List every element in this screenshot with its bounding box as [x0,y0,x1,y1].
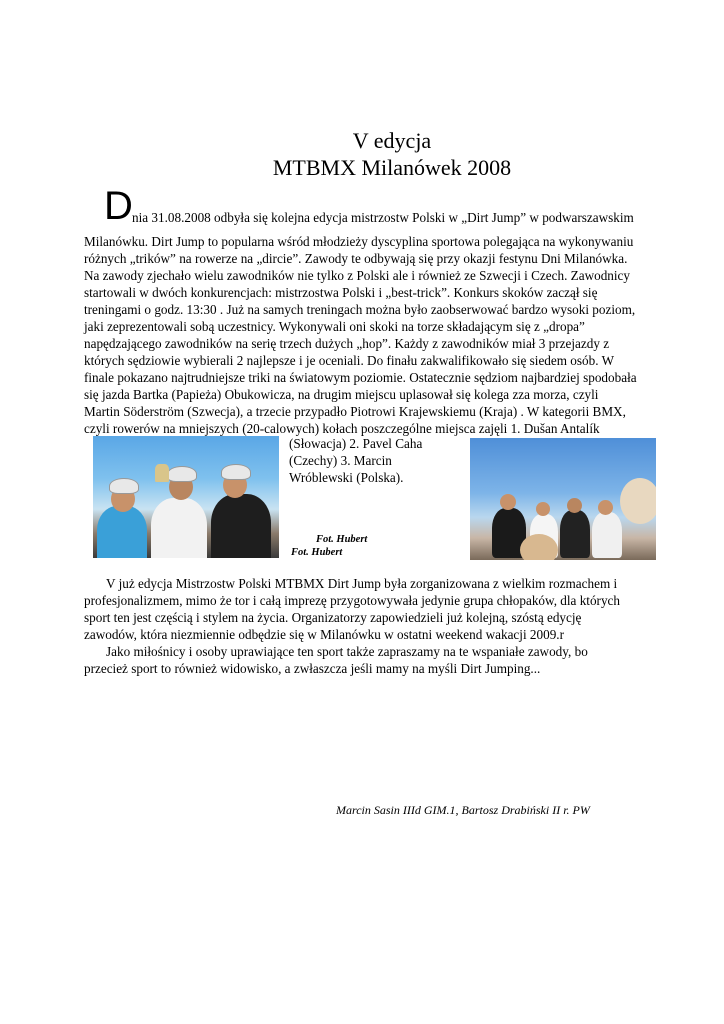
author-signature: Marcin Sasin IIId GIM.1, Bartosz Drabiński II r. PW [336,803,590,817]
paragraph-1-line: finale pokazano najtrudniejsze triki na światowym poziomie. Ostatecznie sędziom najbardziej spodobała [84,370,637,385]
paragraph-1-line: różnych „trików” na rowerze na „dircie”. Zawody te odbywają się przy okazji festynu Dni Milanówka. [84,251,628,266]
paragraph-1-line: których sędziowie wybierali 2 najlepsze i je oceniali. Do finału zakwalifikowało się siedem osób. W [84,353,615,368]
paragraph-2-line: zawodów, która niezmiennie odbędzie się w Milanówku w ostatni weekend wakacji 2009.r [84,627,564,642]
riders-podium-photo [93,436,279,558]
paragraph-1-line: się jazda Bartka (Papieża) Obukowicza, na drugim miejscu uplasował się kolega zza morza, czyli [84,387,599,402]
title-line-1: V edycja [352,128,432,153]
paragraph-1-line: napędzającego zawodników na serię trzech dużych „hop”. Każdy z zawodników miał 3 przejazdy z [84,336,610,351]
paragraph-1-line: Na zawody zjechało wielu zawodników nie tylko z Polski ale i również ze Szwecji i Czech. Zawodnicy [84,268,630,283]
photo-caption: Fot. Hubert [291,547,343,558]
paragraph-2-line: Jako miłośnicy i osoby uprawiające ten sport także zapraszamy na te wspaniałe zawody, bo [106,644,588,659]
paragraph-1-line: jaki zeprezentowali sobą uczestnicy. Wykonywali oni skoki na torze składającym się z „dropa” [84,319,585,334]
paragraph-2-line: profesjonalizmem, mimo że tor i całą imprezę przygotowywała jedynie grupa chłopaków, dla których [84,593,620,608]
paragraph-2-line: V już edycja Mistrzostw Polski MTBMX Dirt Jump była zorganizowana z wielkim rozmachem i [106,576,618,591]
paragraph-1-line: Martin Söderström (Szwecja), a trzecie przypadło Piotrowi Krajewskiemu (Kraja) . W kategorii BMX, [84,404,626,419]
title-line-2: MTBMX Milanówek 2008 [272,155,512,180]
results-line: (Czechy) 3. Marcin [289,453,392,468]
photo-caption: Fot. Hubert [316,534,368,545]
paragraph-1-line: Milanówku. Dirt Jump to popularna wśród młodzieży dyscyplina sportowa polegająca na wykonywaniu [84,234,634,249]
results-line: (Słowacja) 2. Pavel Caha [289,436,423,451]
paragraph-2-line: sport ten jest częścią i stylem na życia. Organizatorzy zapowiedzieli już kolejną, szóstą edycję [84,610,582,625]
results-line: Wróblewski (Polska). [289,470,404,485]
paragraph-1-line: treningami o godz. 13:30 . Już na samych treningach można było zaobserwować bardzo wysoki poziom, [84,302,636,317]
paragraph-1-line: startowali w dwóch konkurencjach: mistrzostwa Polski i „best-trick”. Konkurs skoków zaczął się [84,285,598,300]
drop-cap: D [104,184,133,228]
paragraph-1-line: czyli rowerów na mniejszych (20-calowych) kołach poszczególne miejsca zajęli 1. Dušan Antalík [84,421,600,436]
paragraph-2-line: przecież sport to również widowisko, a zwłaszcza jeśli mamy na myśli Dirt Jumping... [84,661,541,676]
riders-celebration-photo [470,438,656,560]
paragraph-1-line: nia 31.08.2008 odbyła się kolejna edycja mistrzostw Polski w „Dirt Jump” w podwarszawskim [132,210,634,225]
